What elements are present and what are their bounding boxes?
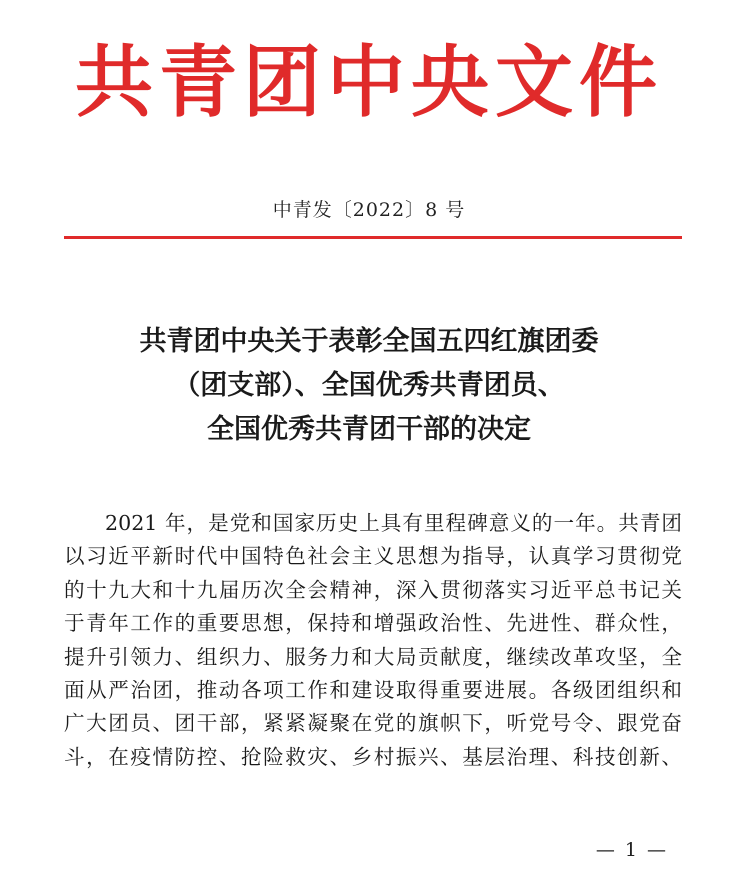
title-line-2: （团支部）、全国优秀共青团员、: [173, 370, 565, 401]
body-line-4: 于青年工作的重要思想，保持和增强政治性、先进性、群众性，: [64, 611, 682, 636]
body-line-5: 提升引领力、组织力、服务力和大局贡献度，继续改革攻坚，全: [64, 644, 682, 669]
body-line-2: 以习近平新时代中国特色社会主义思想为指导，认真学习贯彻党: [64, 544, 682, 569]
page-number: — 1 —: [595, 839, 668, 861]
body-line-8: 斗，在疫情防控、抢险救灾、乡村振兴、基层治理、科技创新、: [64, 744, 682, 769]
body-line-6: 面从严治团，推动各项工作和建设取得重要进展。各级团组织和: [64, 677, 682, 702]
document-title: [60, 320, 678, 452]
document-body: [64, 507, 682, 774]
body-line-1: 2021 年，是党和国家历史上具有里程碑意义的一年。共青团: [105, 511, 682, 535]
document-masthead: 共青团中央文件: [74, 38, 663, 128]
body-line-3: 的十九大和十九届历次全会精神，深入贯彻落实习近平总书记关: [64, 577, 682, 602]
title-line-1: 共青团中央关于表彰全国五四红旗团委: [139, 326, 599, 357]
title-line-3: 全国优秀共青团干部的决定: [207, 414, 531, 445]
document-number: 中青发〔2022〕8 号: [272, 199, 466, 221]
red-divider-line: [64, 236, 682, 239]
body-line-7: 广大团员、团干部，紧紧凝聚在党的旗帜下，听党号令、跟党奋: [64, 711, 682, 736]
